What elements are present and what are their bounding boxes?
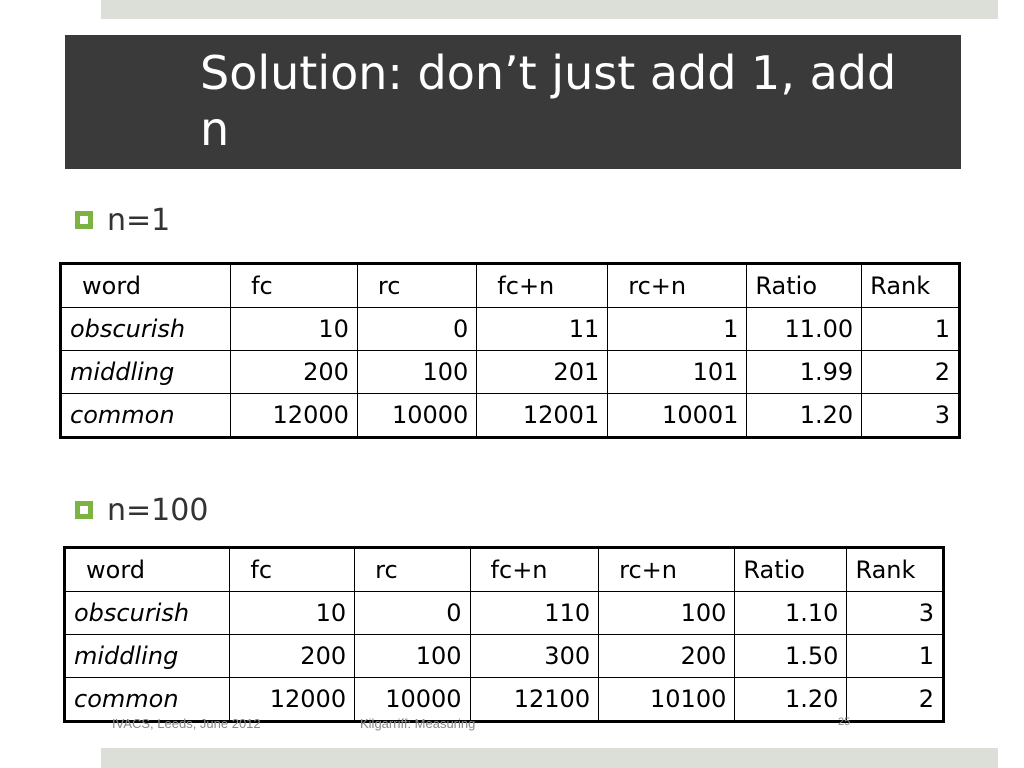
rank-cell: 2: [862, 351, 960, 394]
rc-cell: 10000: [355, 678, 470, 722]
word-cell: obscurish: [61, 308, 231, 351]
ratio-cell: 11.00: [747, 308, 862, 351]
bullet-n1: [75, 200, 170, 240]
rc-cell: 100: [357, 351, 476, 394]
table-row: [61, 308, 960, 351]
fcn-cell: 11: [477, 308, 608, 351]
word-cell: common: [61, 394, 231, 438]
header-cell: Rank: [862, 264, 960, 308]
header-cell: word: [61, 264, 231, 308]
table-row: [65, 592, 944, 635]
header-cell: Ratio: [747, 264, 862, 308]
header-cell: rc+n: [608, 264, 747, 308]
table-row: [61, 351, 960, 394]
fc-cell: 12000: [230, 678, 355, 722]
header-cell: fc: [231, 264, 358, 308]
word-cell: middling: [65, 635, 230, 678]
rcn-cell: 100: [599, 592, 735, 635]
bottom-decoration-stripe: [101, 748, 998, 768]
rank-cell: 3: [862, 394, 960, 438]
header-cell: word: [65, 548, 230, 592]
footer-left: IVACS, Leeds, June 2012: [112, 716, 261, 731]
fcn-cell: 201: [477, 351, 608, 394]
rank-cell: 2: [847, 678, 944, 722]
ratio-cell: 1.20: [735, 678, 847, 722]
footer-center: Kilgarriff: Measuring: [360, 716, 476, 731]
header-cell: fc+n: [477, 264, 608, 308]
fcn-cell: 12100: [470, 678, 599, 722]
header-cell: rc+n: [599, 548, 735, 592]
title-bar: [65, 35, 961, 169]
table-row: [65, 678, 944, 722]
table-n100: [63, 546, 945, 723]
header-cell: fc: [230, 548, 355, 592]
fc-cell: 12000: [231, 394, 358, 438]
rcn-cell: 200: [599, 635, 735, 678]
ratio-cell: 1.10: [735, 592, 847, 635]
ratio-cell: 1.20: [747, 394, 862, 438]
bullet-label: n=100: [107, 492, 209, 528]
fcn-cell: 12001: [477, 394, 608, 438]
fcn-cell: 110: [470, 592, 599, 635]
bullet-n100: [75, 490, 208, 530]
slide-title: Solution: don’t just add 1, add n: [200, 46, 897, 156]
rc-cell: 0: [357, 308, 476, 351]
table-n1: [59, 262, 961, 439]
rcn-cell: 10001: [608, 394, 747, 438]
ratio-cell: 1.50: [735, 635, 847, 678]
fc-cell: 200: [230, 635, 355, 678]
ratio-cell: 1.99: [747, 351, 862, 394]
rc-cell: 100: [355, 635, 470, 678]
rank-cell: 3: [847, 592, 944, 635]
fc-cell: 10: [230, 592, 355, 635]
rcn-cell: 10100: [599, 678, 735, 722]
fc-cell: 10: [231, 308, 358, 351]
table-row: [65, 635, 944, 678]
header-cell: rc: [357, 264, 476, 308]
word-cell: common: [65, 678, 230, 722]
header-cell: Ratio: [735, 548, 847, 592]
rank-cell: 1: [862, 308, 960, 351]
fc-cell: 200: [231, 351, 358, 394]
table-row: [61, 394, 960, 438]
header-cell: rc: [355, 548, 470, 592]
fcn-cell: 300: [470, 635, 599, 678]
rcn-cell: 1: [608, 308, 747, 351]
header-cell: fc+n: [470, 548, 599, 592]
rc-cell: 10000: [357, 394, 476, 438]
word-cell: obscurish: [65, 592, 230, 635]
table-header-row: [61, 264, 960, 308]
rcn-cell: 101: [608, 351, 747, 394]
word-cell: middling: [61, 351, 231, 394]
rank-cell: 1: [847, 635, 944, 678]
rc-cell: 0: [355, 592, 470, 635]
table-header-row: [65, 548, 944, 592]
header-cell: Rank: [847, 548, 944, 592]
square-bullet-icon: [75, 211, 93, 229]
bullet-label: n=1: [107, 202, 171, 238]
square-bullet-icon: [75, 501, 93, 519]
top-decoration-stripe: [101, 0, 998, 19]
footer-page-number: 25: [838, 716, 851, 728]
